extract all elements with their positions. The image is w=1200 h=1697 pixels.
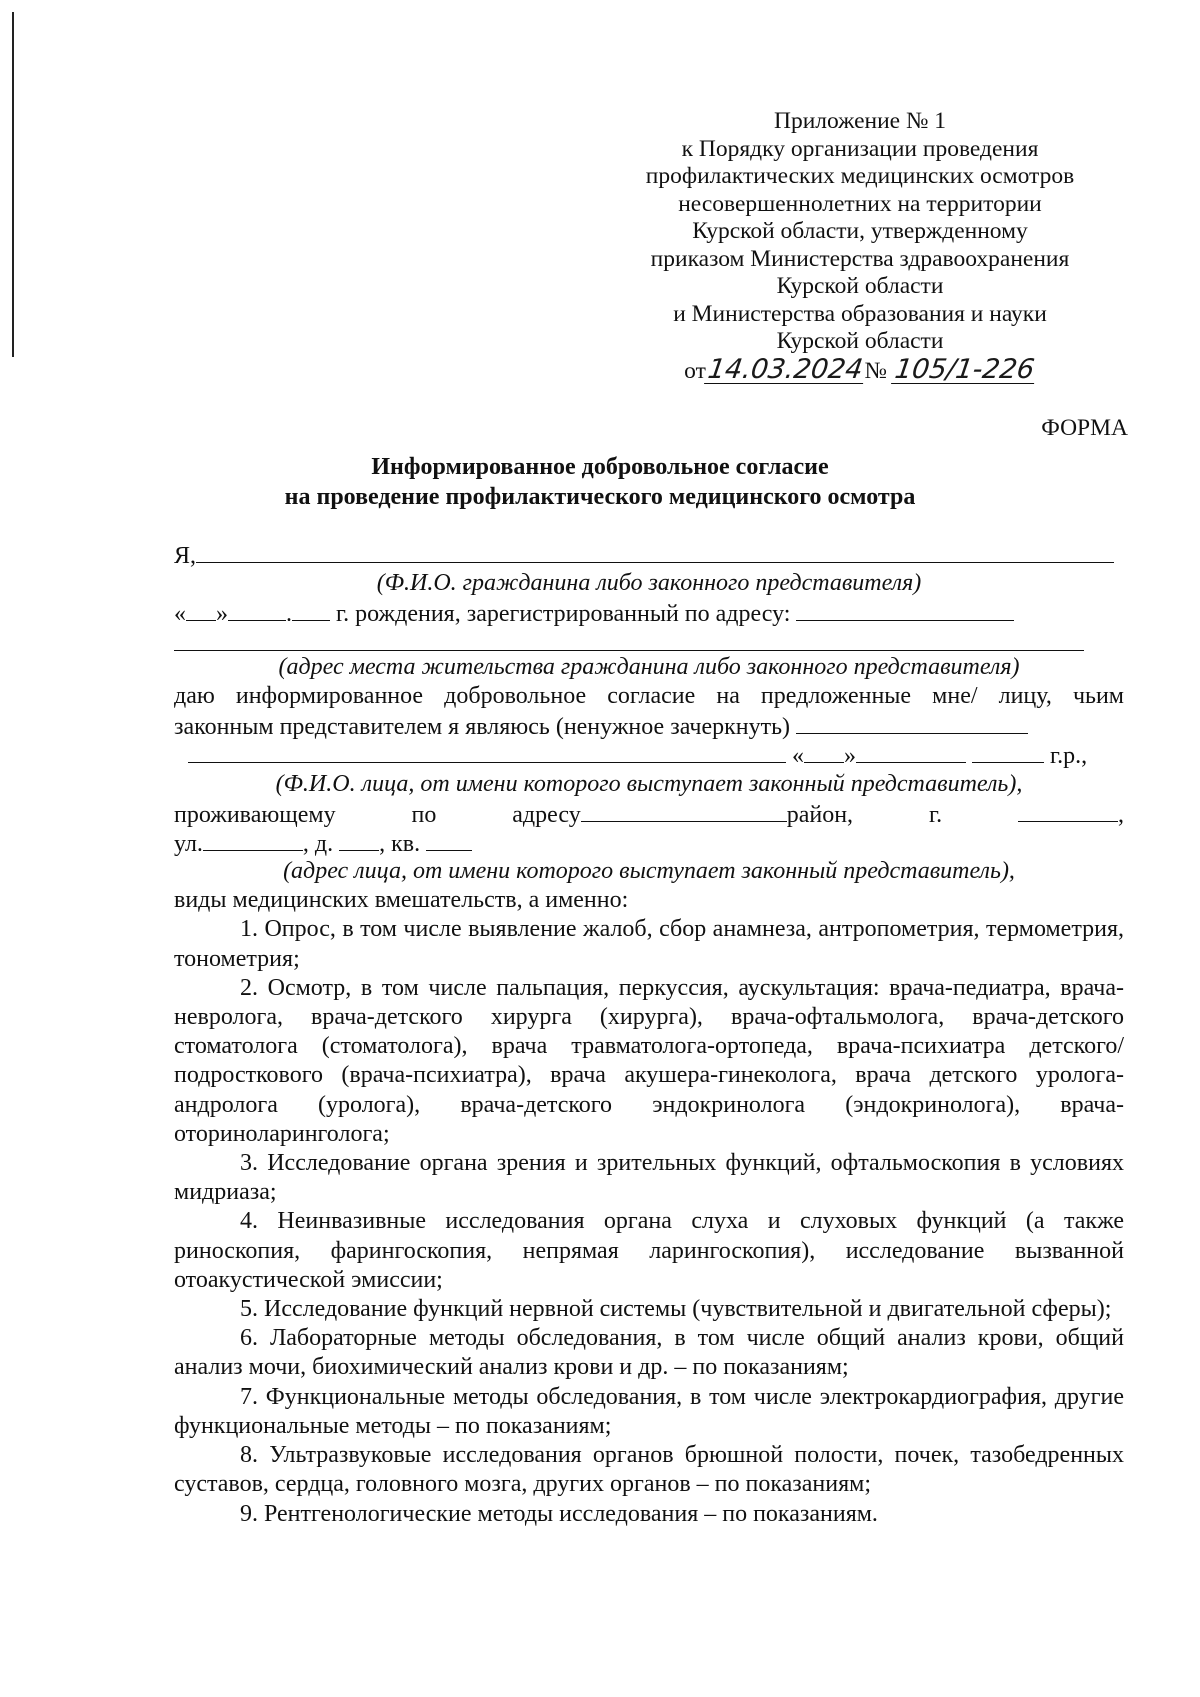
consent-body (174, 540, 1124, 1529)
raion-label: район, (786, 801, 854, 828)
consent-line-2-row (174, 711, 1124, 740)
living-word-1: проживающему (174, 801, 336, 828)
scan-edge-line (12, 12, 14, 357)
list-item: 6. Лабораторные методы обследования, в том числе общий анализ крови, общий анализ мочи, биохимический анализ крови и др. – по показаниям; (174, 1325, 1124, 1381)
list-item: 9. Рентгенологические методы исследования – по показаниям. (240, 1500, 878, 1527)
apartment-field[interactable] (426, 828, 472, 851)
fio-row (174, 540, 1124, 569)
birth-text: г. рождения, зарегистрированный по адресу: (336, 601, 791, 628)
appendix-line: несовершеннолетних на территории (678, 190, 1042, 217)
consent-line-2: законным представителем я являюсь (ненужное зачеркнуть) (174, 714, 791, 741)
handwritten-date: 14.03.2024 (705, 353, 865, 385)
list-item: 4. Неинвазивные исследования органа слуха и слуховых функций (а также риноскопия, фарингоскопия, непрямая ларингоскопия), исследование вызванной отоакустической эмиссии; (174, 1208, 1124, 1293)
list-item: 8. Ультразвуковые исследования органов брюшной полости, почек, тазобедренных суставов, сердца, головного мозга, других органов – по показаниям; (174, 1442, 1124, 1498)
appendix-line: Курской области (776, 273, 944, 299)
appendix-line: приказом Министерства здравоохранения (650, 245, 1070, 272)
title-line-2: на проведение профилактического медицинского осмотра (284, 484, 916, 510)
fio-field[interactable] (196, 540, 1114, 563)
interventions-list (174, 915, 1124, 1528)
city-field[interactable] (1018, 799, 1118, 822)
quote-open: « (792, 743, 804, 770)
house-field[interactable] (339, 828, 379, 851)
living-word-3 (512, 802, 853, 828)
handwritten-number: 105/1-226 (892, 353, 1037, 385)
street-field[interactable] (203, 828, 303, 851)
represented-birth-month-field[interactable] (856, 740, 966, 763)
list-item: 7. Функциональные методы обследования, в том числе электрокардиография, другие функциональные методы – по показаниям; (174, 1383, 1124, 1439)
appendix-line: Курской области (776, 328, 944, 354)
represented-birth-day-field[interactable] (804, 740, 844, 763)
living-word-2: по (411, 801, 437, 828)
represented-hint: (Ф.И.О. лица, от имени которого выступает законный представитель), (275, 770, 1023, 797)
appendix-header (600, 108, 1120, 388)
list-item: 3. Исследование органа зрения и зрительных функций, офтальмоскопия в условиях мидриаза; (174, 1150, 1124, 1206)
document-title (0, 452, 1200, 512)
kv-label: , кв. (379, 830, 421, 857)
fio-hint: (Ф.И.О. гражданина либо законного представителя) (376, 570, 922, 597)
appendix-line: Курской области, утвержденному (692, 218, 1028, 244)
date-prefix: от (684, 357, 706, 384)
represented-address-field[interactable] (581, 799, 787, 822)
city-group (1018, 802, 1124, 828)
address-hint: (адрес места жительства гражданина либо законного представителя) (278, 653, 1020, 680)
address-word: адресу (512, 801, 581, 828)
number-prefix: № (864, 357, 887, 384)
birth-row (174, 598, 1124, 627)
list-item: 1. Опрос, в том числе выявление жалоб, сбор анамнеза, антропометрия, термометрия, тонометрия; (174, 916, 1124, 972)
i-label: Я, (174, 543, 197, 569)
gr-label: г.р., (1050, 743, 1088, 770)
living-row (174, 799, 1124, 828)
quote-open: « (174, 601, 186, 628)
title-line-1: Информированное добровольное согласие (371, 454, 829, 480)
address-continuation-field[interactable] (174, 628, 1084, 651)
comma: , (1118, 801, 1124, 828)
dot: . (286, 601, 292, 628)
appendix-line: и Министерства образования и науки (673, 300, 1047, 327)
birth-month-field[interactable] (228, 598, 286, 621)
represented-person-field[interactable] (796, 711, 1028, 734)
appendix-line: Приложение № 1 (773, 108, 947, 134)
appendix-line: профилактических медицинских осмотров (645, 163, 1075, 189)
list-item: 2. Осмотр, в том числе пальпация, перкуссия, аускультация: врача-педиатра, врача-невролога, врача-детского хирурга (хирурга), врача-офтальмолога, врача-детского стоматолога (стоматолога), врача травматолога-ортопеда, врача-психиатра детского/подросткового (врача-психиатра), врача акушера-гинеколога, врача детского уролога-андролога (уролога), врача-детского эндокринолога (эндокринолога), врача-оториноларинголога; (174, 974, 1124, 1147)
birth-year-field[interactable] (292, 598, 330, 621)
street-row (174, 828, 1124, 857)
registration-address-field[interactable] (796, 598, 1014, 621)
g-label: г. (928, 801, 943, 828)
d-label: , д. (302, 830, 334, 857)
consent-line-1: даю информированное добровольное согласие на предложенные мне/ лицу, чьим (174, 682, 1124, 709)
appendix-line: к Порядку организации проведения (681, 135, 1039, 162)
types-intro: виды медицинских вмешательств, а именно: (174, 887, 629, 914)
represented-fio-field[interactable] (188, 740, 786, 763)
ul-label: ул. (174, 830, 203, 857)
represented-birth-year-field[interactable] (972, 740, 1044, 763)
quote-close: » (216, 601, 228, 628)
form-label: ФОРМА (1041, 415, 1128, 441)
represented-fio-row (174, 740, 1124, 769)
birth-day-field[interactable] (186, 598, 216, 621)
represented-address-hint: (адрес лица, от имени которого выступает законный представитель), (283, 858, 1015, 885)
order-date-number (600, 353, 1120, 388)
quote-close: » (844, 743, 856, 770)
list-item: 5. Исследование функций нервной системы (чувствительной и двигательной сферы); (240, 1296, 1112, 1323)
